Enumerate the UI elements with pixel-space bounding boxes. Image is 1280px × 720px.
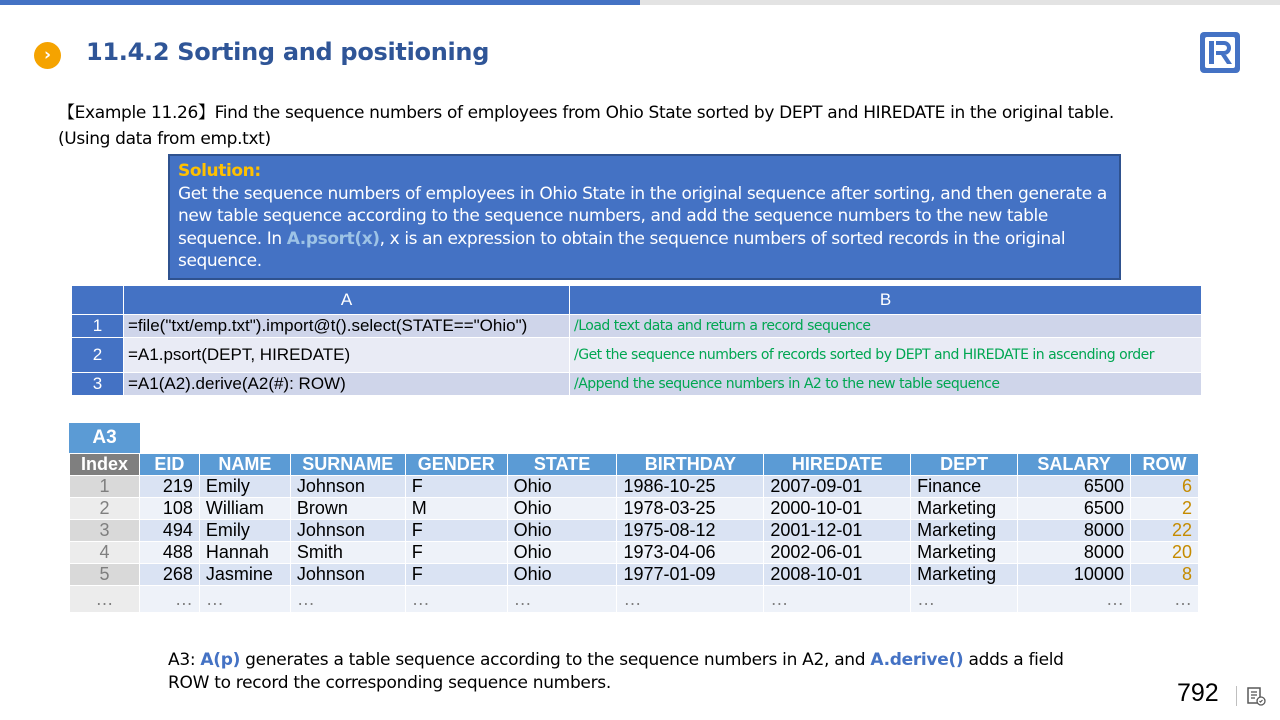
cell-eid: …: [139, 586, 199, 613]
result-cell-tag: A3: [69, 423, 140, 453]
code-row-number: 2: [72, 338, 124, 373]
solution-text: [178, 183, 1119, 273]
cell-state: Ohio: [507, 542, 617, 564]
table-row-ellipsis: [70, 586, 1199, 613]
cell-gender: F: [405, 476, 507, 498]
cell-name: Jasmine: [199, 564, 290, 586]
example-statement: [58, 100, 1258, 152]
cell-dept: Marketing: [911, 542, 1018, 564]
top-grey-bar: [640, 0, 1280, 5]
example-line-2: (Using data from emp.txt): [58, 129, 271, 149]
solution-heading: Solution:: [178, 161, 261, 181]
cell-salary: 8000: [1018, 542, 1131, 564]
cell-birthday: …: [617, 586, 764, 613]
cell-eid: 219: [139, 476, 199, 498]
code-col-b-header: B: [570, 286, 1202, 315]
code-cell-a[interactable]: =file("txt/emp.txt").import@t().select(STATE=="Ohio"): [124, 315, 570, 338]
col-header-eid: EID: [139, 454, 199, 476]
cell-gender: …: [405, 586, 507, 613]
cell-birthday: 1973-04-06: [617, 542, 764, 564]
col-header-dept: DEPT: [911, 454, 1018, 476]
cell-surname: Brown: [290, 498, 405, 520]
cell-row: 2: [1130, 498, 1198, 520]
cell-dept: Marketing: [911, 564, 1018, 586]
code-cell-b-comment[interactable]: /Get the sequence numbers of records sorted by DEPT and HIREDATE in ascending order: [570, 338, 1202, 373]
cell-index: 5: [70, 564, 140, 586]
cell-index: …: [70, 586, 140, 613]
col-header-salary: SALARY: [1018, 454, 1131, 476]
cell-name: Hannah: [199, 542, 290, 564]
cell-salary: …: [1018, 586, 1131, 613]
table-row: [70, 564, 1199, 586]
table-row: [70, 498, 1199, 520]
code-row: [72, 315, 1202, 338]
cell-birthday: 1978-03-25: [617, 498, 764, 520]
cell-salary: 10000: [1018, 564, 1131, 586]
code-cell-b-comment[interactable]: /Append the sequence numbers in A2 to the new table sequence: [570, 373, 1202, 396]
cell-hiredate: 2008-10-01: [764, 564, 911, 586]
footer-explanation: [168, 649, 1108, 694]
cell-hiredate: 2001-12-01: [764, 520, 911, 542]
cell-eid: 268: [139, 564, 199, 586]
cell-gender: F: [405, 520, 507, 542]
cell-salary: 6500: [1018, 498, 1131, 520]
cell-eid: 494: [139, 520, 199, 542]
page-title: 11.4.2 Sorting and positioning: [86, 38, 490, 66]
footer-text-1: A3:: [168, 650, 201, 670]
col-header-hiredate: HIREDATE: [764, 454, 911, 476]
code-col-a-header: A: [124, 286, 570, 315]
cell-salary: 6500: [1018, 476, 1131, 498]
code-cell-a[interactable]: =A1.psort(DEPT, HIREDATE): [124, 338, 570, 373]
page-number: 792: [1177, 679, 1219, 707]
cell-row: 22: [1130, 520, 1198, 542]
cell-dept: Marketing: [911, 520, 1018, 542]
table-row: [70, 542, 1199, 564]
cell-row: 6: [1130, 476, 1198, 498]
footer-highlight-2: A.derive(): [870, 650, 964, 670]
cell-name: William: [199, 498, 290, 520]
cell-state: Ohio: [507, 520, 617, 542]
cell-surname: …: [290, 586, 405, 613]
col-header-birthday: BIRTHDAY: [617, 454, 764, 476]
cell-row: 20: [1130, 542, 1198, 564]
cell-birthday: 1977-01-09: [617, 564, 764, 586]
col-header-surname: SURNAME: [290, 454, 405, 476]
notes-icon[interactable]: [1246, 686, 1266, 706]
cell-gender: F: [405, 542, 507, 564]
cell-state: Ohio: [507, 476, 617, 498]
code-row-number: 1: [72, 315, 124, 338]
col-header-state: STATE: [507, 454, 617, 476]
code-row: [72, 338, 1202, 373]
chevron-right-icon: ›: [34, 42, 61, 69]
col-header-name: NAME: [199, 454, 290, 476]
cell-dept: Marketing: [911, 498, 1018, 520]
cell-surname: Johnson: [290, 476, 405, 498]
cell-surname: Smith: [290, 542, 405, 564]
cell-index: 2: [70, 498, 140, 520]
cell-gender: F: [405, 564, 507, 586]
cell-surname: Johnson: [290, 520, 405, 542]
cell-hiredate: 2007-09-01: [764, 476, 911, 498]
footer-highlight-1: A(p): [200, 650, 241, 670]
code-row-number: 3: [72, 373, 124, 396]
result-table: [69, 453, 1199, 613]
solution-box: [168, 154, 1121, 280]
code-grid: [71, 285, 1202, 396]
cell-index: 3: [70, 520, 140, 542]
cell-eid: 108: [139, 498, 199, 520]
cell-name: …: [199, 586, 290, 613]
code-grid-header: [72, 286, 1202, 315]
solution-text-before: Get the sequence numbers of employees in Ohio State in the original sequence after sorting, and then generate a new table sequence according to the sequence numbers, and add the sequence numbers to the new table sequence. In: [178, 183, 1107, 249]
cell-row: 8: [1130, 564, 1198, 586]
code-cell-a[interactable]: =A1(A2).derive(A2(#): ROW): [124, 373, 570, 396]
col-header-gender: GENDER: [405, 454, 507, 476]
code-cell-b-comment[interactable]: /Load text data and return a record sequence: [570, 315, 1202, 338]
table-row: [70, 520, 1199, 542]
cell-name: Emily: [199, 476, 290, 498]
col-header-index: Index: [70, 454, 140, 476]
solution-highlight: A.psort(x): [286, 228, 380, 249]
cell-state: …: [507, 586, 617, 613]
code-row: [72, 373, 1202, 396]
cell-surname: Johnson: [290, 564, 405, 586]
cell-eid: 488: [139, 542, 199, 564]
col-header-row: ROW: [1130, 454, 1198, 476]
page-separator: [1236, 686, 1237, 706]
cell-index: 1: [70, 476, 140, 498]
cell-name: Emily: [199, 520, 290, 542]
table-row: [70, 476, 1199, 498]
footer-text-2: generates a table sequence according to the sequence numbers in A2, and: [240, 650, 871, 670]
cell-hiredate: …: [764, 586, 911, 613]
cell-salary: 8000: [1018, 520, 1131, 542]
code-corner-cell: [72, 286, 124, 315]
cell-birthday: 1975-08-12: [617, 520, 764, 542]
cell-row: …: [1130, 586, 1198, 613]
top-accent-bar: [0, 0, 640, 5]
cell-state: Ohio: [507, 564, 617, 586]
r-logo-icon: [1199, 31, 1241, 74]
cell-birthday: 1986-10-25: [617, 476, 764, 498]
example-line-1: 【Example 11.26】Find the sequence numbers of employees from Ohio State sorted by DEPT and HIREDATE in the original table.: [58, 103, 1114, 123]
cell-index: 4: [70, 542, 140, 564]
cell-state: Ohio: [507, 498, 617, 520]
cell-gender: M: [405, 498, 507, 520]
solution-text-after: , x is an expression to obtain the sequence numbers of sorted records in the original sequence.: [178, 228, 1066, 271]
result-header-row: [70, 454, 1199, 476]
cell-dept: Finance: [911, 476, 1018, 498]
cell-hiredate: 2000-10-01: [764, 498, 911, 520]
cell-dept: …: [911, 586, 1018, 613]
footer-text-3: adds a field ROW to record the corresponding sequence numbers.: [168, 650, 1064, 693]
cell-hiredate: 2002-06-01: [764, 542, 911, 564]
